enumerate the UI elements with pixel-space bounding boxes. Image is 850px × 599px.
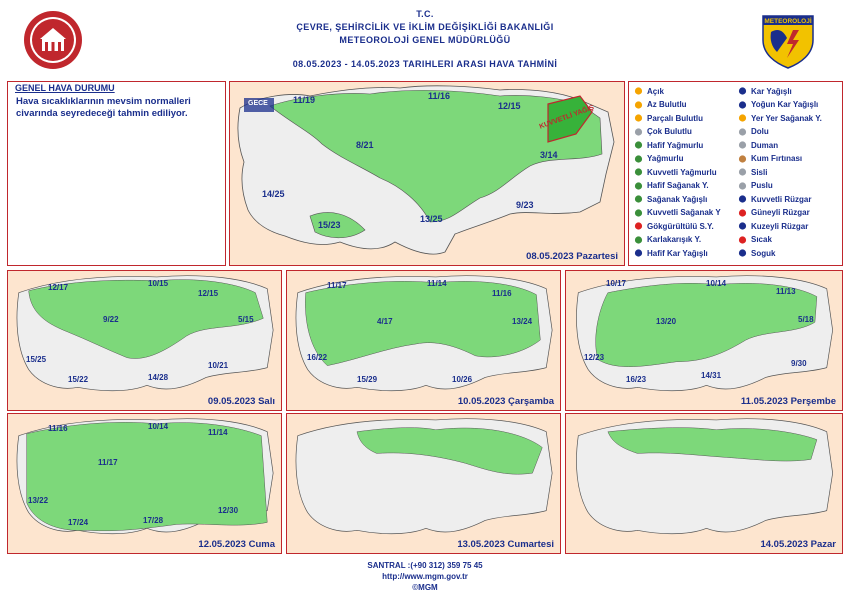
forecast-map-temp: 16/22	[307, 353, 328, 362]
forecast-map-1	[7, 270, 282, 411]
legend-panel	[628, 81, 843, 266]
legend-item-label: Karlakarışık Y.	[647, 235, 702, 244]
forecast-map-temp: 4/17	[377, 317, 393, 326]
legend-item	[633, 113, 703, 123]
legend-item-label: Güneyli Rüzgar	[751, 208, 810, 217]
footer-url[interactable]: http://www.mgm.gov.tr	[382, 572, 468, 581]
forecast-map-temp: 13/24	[512, 317, 533, 326]
main-map-label-gece: GECE	[248, 100, 268, 107]
light-shower-icon	[633, 181, 644, 191]
light-rain-icon	[633, 140, 644, 150]
main-map-label-kuvvetli-yagis: KUVVETLİ YAĞIŞ	[538, 104, 596, 131]
strong-wind-icon	[737, 194, 748, 204]
forecast-map-drawing	[566, 414, 842, 553]
main-map-temp: 11/19	[293, 95, 316, 105]
forecast-map-temp: 13/20	[656, 317, 677, 326]
forecast-map-temp: 17/24	[68, 518, 89, 527]
main-map-day-label: 08.05.2023 Pazartesi	[526, 251, 618, 262]
main-forecast-map	[229, 81, 625, 266]
legend-item	[737, 181, 773, 191]
legend-item	[737, 113, 822, 123]
legend-item	[633, 208, 721, 218]
forecast-map-day-label: 14.05.2023 Pazar	[760, 539, 836, 550]
legend-item-label: Yağmurlu	[647, 154, 684, 163]
scattered-shower-icon	[737, 113, 748, 123]
forecast-map-3	[565, 270, 843, 411]
legend-item	[633, 140, 703, 150]
header-date-range: 08.05.2023 - 14.05.2023 TARIHLERI ARASI HAVA TAHMİNİ	[292, 59, 558, 69]
forecast-map-temp: 11/14	[208, 428, 228, 437]
rain-icon	[633, 154, 644, 164]
snow-icon	[737, 86, 748, 96]
partly-cloudy-icon	[633, 113, 644, 123]
legend-item-label: Kuvvetli Sağanak Y	[647, 208, 721, 217]
ministry-logo	[22, 9, 84, 76]
legend-item	[633, 235, 701, 245]
fog-icon	[737, 167, 748, 177]
forecast-map-temp: 10/14	[706, 279, 727, 288]
forecast-map-day-label: 10.05.2023 Çarşamba	[457, 396, 554, 407]
legend-item	[737, 167, 767, 177]
header-tc: T.C.	[416, 9, 434, 19]
main-map-temp: 9/23	[516, 200, 534, 210]
forecast-map-4	[7, 413, 282, 554]
thunder-icon	[633, 221, 644, 231]
header-ministry: ÇEVRE, ŞEHİRCİLİK VE İKLİM DEĞİŞİKLİĞİ BAKANLIĞI	[296, 22, 554, 32]
legend-item-label: Gökgürültülü S.Y.	[647, 221, 714, 231]
forecast-map-temp: 11/16	[48, 424, 68, 433]
sun-small-cloud-icon	[633, 100, 644, 110]
hot-icon	[737, 235, 748, 245]
main-map-temp: 15/23	[318, 220, 341, 230]
light-snow-icon	[633, 248, 644, 258]
legend-item-label: Duman	[751, 140, 779, 150]
forecast-map-temp: 17/28	[143, 516, 164, 525]
forecast-map-temp: 9/30	[791, 359, 807, 368]
legend-item	[737, 221, 808, 231]
legend-item-label: Hafif Sağanak Y.	[647, 181, 709, 190]
forecast-map-temp: 11/13	[776, 287, 796, 296]
footer-phone: SANTRAL :(+90 312) 359 75 45	[367, 561, 483, 570]
mgm-logo	[757, 8, 819, 75]
forecast-map-day-label: 09.05.2023 Salı	[207, 396, 275, 407]
general-weather-text: Hava sıcaklıklarının mevsim normalleri civarında seyredeceği tahmin ediliyor.	[16, 96, 191, 119]
forecast-map-temp: 12/30	[218, 506, 239, 515]
legend-item	[633, 100, 687, 110]
forecast-map-temp: 10/26	[452, 375, 473, 384]
main-map-temp: 12/15	[498, 101, 521, 111]
forecast-map-temp: 13/22	[28, 496, 49, 505]
forecast-map-day-label: 11.05.2023 Perşembe	[740, 396, 836, 407]
general-weather-title: GENEL HAVA DURUMU	[15, 83, 115, 93]
main-map-temp: 3/14	[540, 150, 558, 160]
forecast-map-temp: 11/16	[492, 289, 512, 298]
legend-item-label: Kum Fırtınası	[751, 154, 803, 163]
legend-item-label: Soguk	[751, 248, 776, 258]
hail-icon	[737, 127, 748, 137]
heavy-snow-icon	[737, 100, 748, 110]
cloud-icon	[633, 127, 644, 137]
legend-item-label: Kar Yağışlı	[751, 86, 792, 96]
main-map-temp: 11/16	[428, 91, 451, 101]
legend-item	[633, 167, 717, 177]
forecast-map-temp: 14/28	[148, 373, 169, 382]
forecast-map-temp: 15/25	[26, 355, 47, 364]
forecast-map-temp: 14/31	[701, 371, 722, 380]
forecast-map-temp: 11/17	[327, 281, 347, 290]
forecast-map-drawing	[287, 414, 560, 553]
legend-item-label: Kuzeyli Rüzgar	[751, 221, 809, 231]
legend-item-label: Sisli	[751, 167, 768, 177]
mist-icon	[737, 181, 748, 191]
sandstorm-icon	[737, 154, 748, 164]
legend-item	[633, 194, 707, 204]
legend-item	[737, 248, 775, 258]
legend-item-label: Sıcak	[751, 235, 772, 244]
legend-item	[633, 181, 709, 191]
forecast-map-6	[565, 413, 843, 554]
legend-item-label: Açık	[647, 86, 664, 96]
legend-item-label: Hafif Kar Yağışlı	[647, 248, 708, 258]
forecast-map-temp: 10/17	[606, 279, 627, 288]
legend-item-label: Hafif Yağmurlu	[647, 140, 704, 150]
main-map-temp: 13/25	[420, 214, 443, 224]
smoke-icon	[737, 140, 748, 150]
forecast-map-drawing	[287, 271, 560, 410]
legend-item-label: Yer Yer Sağanak Y.	[751, 113, 822, 123]
legend-item-label: Çok Bulutlu	[647, 127, 692, 136]
forecast-map-temp: 10/21	[208, 361, 229, 370]
forecast-map-temp: 9/22	[103, 315, 119, 324]
sun-icon	[633, 86, 644, 96]
forecast-map-day-label: 12.05.2023 Cuma	[198, 539, 275, 550]
cold-icon	[737, 248, 748, 258]
legend-item	[737, 194, 811, 204]
heavy-rain-icon	[633, 167, 644, 177]
legend-item-label: Az Bulutlu	[647, 100, 687, 109]
forecast-map-temp: 15/22	[68, 375, 89, 384]
forecast-map-2	[286, 270, 561, 411]
legend-item-label: Kuvvetli Yağmurlu	[647, 167, 717, 177]
mgm-logo-text: METEOROLOJİ	[764, 18, 812, 25]
shower-icon	[633, 194, 644, 204]
south-wind-icon	[737, 208, 748, 218]
main-map-drawing	[230, 82, 625, 266]
legend-item-label: Yoğun Kar Yağışlı	[751, 100, 819, 109]
main-map-temp: 8/21	[356, 140, 374, 150]
legend-item-label: Puslu	[751, 181, 773, 190]
legend-item	[633, 154, 683, 164]
legend-item-label: Parçalı Bulutlu	[647, 113, 704, 123]
forecast-map-drawing	[8, 414, 281, 553]
legend-item	[633, 127, 692, 137]
legend-item-label: Kuvvetli Rüzgar	[751, 194, 812, 204]
legend-item-label: Dolu	[751, 127, 769, 136]
heavy-shower-icon	[633, 208, 644, 218]
forecast-map-temp: 11/14	[427, 279, 447, 288]
legend-item	[737, 100, 818, 110]
forecast-map-temp: 16/23	[626, 375, 647, 384]
forecast-map-temp: 12/23	[584, 353, 605, 362]
forecast-map-5	[286, 413, 561, 554]
general-weather-panel	[7, 81, 226, 266]
forecast-map-day-label: 13.05.2023 Cumartesi	[457, 539, 554, 550]
north-wind-icon	[737, 221, 748, 231]
legend-item	[633, 248, 708, 258]
sleet-icon	[633, 235, 644, 245]
legend-item	[633, 86, 664, 96]
forecast-map-drawing	[566, 271, 842, 410]
legend-item	[737, 208, 810, 218]
forecast-map-temp: 11/17	[98, 458, 118, 467]
legend-item	[633, 221, 714, 231]
legend-item	[737, 140, 778, 150]
legend-item	[737, 235, 772, 245]
forecast-map-temp: 15/29	[357, 375, 378, 384]
header-mgm: METEOROLOJİ GENEL MÜDÜRLÜĞÜ	[339, 35, 511, 45]
forecast-map-temp: 5/18	[798, 315, 814, 324]
forecast-map-temp: 10/15	[148, 279, 169, 288]
forecast-map-temp: 10/14	[148, 422, 169, 431]
forecast-map-temp: 12/15	[198, 289, 219, 298]
main-map-temp: 14/25	[262, 189, 285, 199]
legend-item	[737, 127, 769, 137]
legend-item	[737, 154, 802, 164]
legend-item-label: Sağanak Yağışlı	[647, 194, 708, 204]
footer-copyright: ©MGM	[412, 583, 438, 592]
forecast-map-temp: 5/15	[238, 315, 254, 324]
legend-item	[737, 86, 792, 96]
forecast-map-temp: 12/17	[48, 283, 69, 292]
